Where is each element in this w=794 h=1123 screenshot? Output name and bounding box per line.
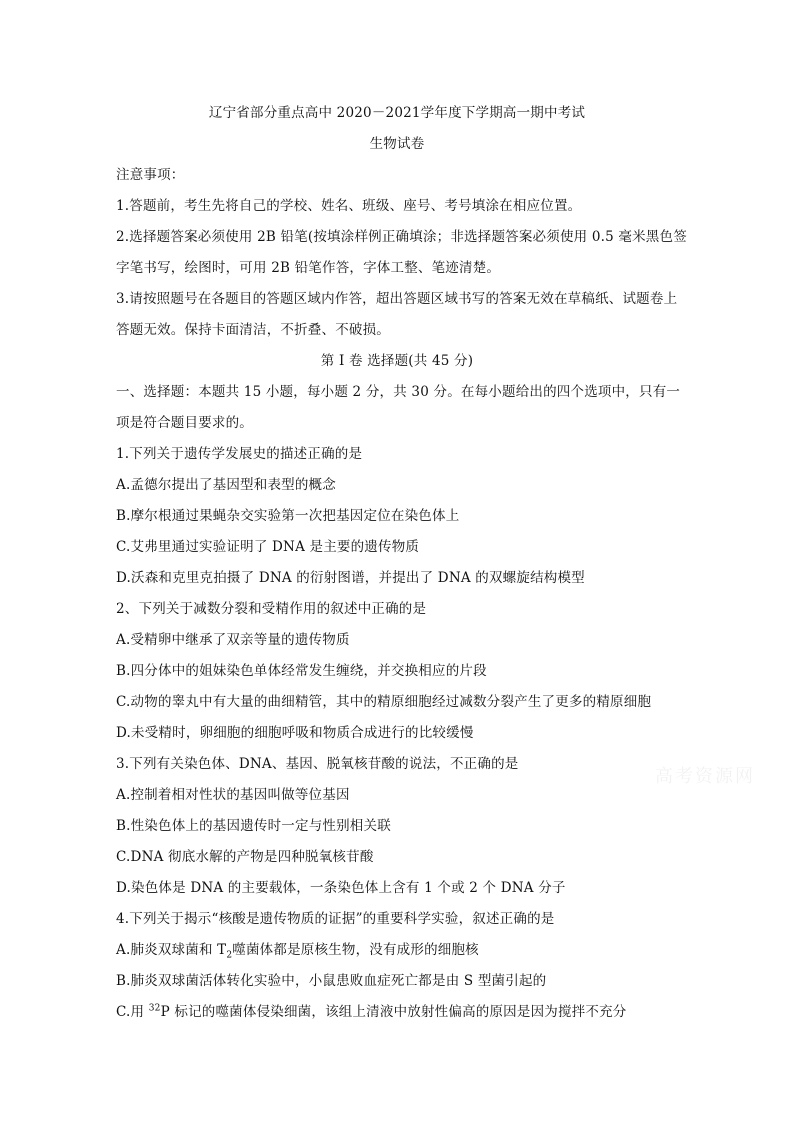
notice-heading: 注意事项： <box>116 167 185 183</box>
watermark: 高考资源网 <box>655 766 755 787</box>
option-text: P 标记的噬菌体侵染细菌，该组上清液中放射性偏高的原因是因为搅拌不充分 <box>160 1004 627 1020</box>
question-option <box>116 940 682 960</box>
section-intro: 项是符合题目要求的。 <box>116 415 253 431</box>
question-option: D.染色体是 DNA 的主要载体，一条染色体上含有 1 个或 2 个 DNA 分子 <box>116 880 566 896</box>
subscript: 2 <box>226 950 233 961</box>
section-title: 第 I 卷 选择题(共 45 分) <box>320 353 474 369</box>
question-option: A.控制着相对性状的基因叫做等位基因 <box>116 787 350 803</box>
option-text: A.肺炎双球菌和 T <box>116 942 227 958</box>
notice-item: 字笔书写，绘图时，可用 2B 铅笔作答，字体工整、笔迹清楚。 <box>116 260 501 276</box>
question-option: A.受精卵中继承了双亲等量的遗传物质 <box>116 632 350 648</box>
question-option: A.孟德尔提出了基因型和表型的概念 <box>116 477 336 493</box>
question-option: D.未受精时，卵细胞的细胞呼吸和物质合成进行的比较缓慢 <box>116 725 474 741</box>
question-option: B.四分体中的姐妹染色单体经常发生缠绕，并交换相应的片段 <box>116 663 487 679</box>
question-option: B.性染色体上的基因遗传时一定与性别相关联 <box>116 818 391 834</box>
question-option: B.摩尔根通过果蝇杂交实验第一次把基因定位在染色体上 <box>116 508 460 524</box>
question-stem: 2、下列关于减数分裂和受精作用的叙述中正确的是 <box>116 601 427 617</box>
notice-item: 2.选择题答案必须使用 2B 铅笔(按填涂样例正确填涂；非选择题答案必须使用 0.5 毫米黑色签 <box>116 229 687 245</box>
question-option <box>116 1002 682 1022</box>
notice-item: 答题无效。保持卡面清洁，不折叠、不破损。 <box>116 322 390 338</box>
question-option: C.艾弗里通过实验证明了 DNA 是主要的遗传物质 <box>116 539 420 555</box>
question-option: D.沃森和克里克拍摄了 DNA 的衍射图谱，并提出了 DNA 的双螺旋结构模型 <box>116 570 585 586</box>
option-text: 噬菌体都是原核生物，没有成形的细胞核 <box>232 942 479 958</box>
section-intro: 一、选择题：本题共 15 小题，每小题 2 分，共 30 分。在每小题给出的四个选项中，只有一 <box>116 384 681 400</box>
question-stem: 1.下列关于遗传学发展史的描述正确的是 <box>116 446 363 462</box>
notice-item: 1.答题前，考生先将自己的学校、姓名、班级、座号、考号填涂在相应位置。 <box>116 198 582 214</box>
notice-item: 3.请按照题号在各题目的答题区域内作答，超出答题区域书写的答案无效在草稿纸、试题卷上 <box>116 291 678 307</box>
question-option: C.DNA 彻底水解的产物是四种脱氧核苷酸 <box>116 849 374 865</box>
exam-subtitle: 生物试卷 <box>369 136 425 152</box>
superscript: 32 <box>148 1003 161 1014</box>
exam-title: 辽宁省部分重点高中 2020－2021学年度下学期高一期中考试 <box>208 105 586 121</box>
question-stem: 4.下列关于揭示“核酸是遗传物质的证据”的重要科学实验，叙述正确的是 <box>116 911 555 927</box>
question-stem: 3.下列有关染色体、DNA、基因、脱氧核苷酸的说法，不正确的是 <box>116 756 519 772</box>
question-option: C.动物的睾丸中有大量的曲细精管，其中的精原细胞经过减数分裂产生了更多的精原细胞 <box>116 694 652 710</box>
question-option: B.肺炎双球菌活体转化实验中，小鼠患败血症死亡都是由 S 型菌引起的 <box>116 973 547 989</box>
option-text: C.用 <box>116 1004 149 1020</box>
